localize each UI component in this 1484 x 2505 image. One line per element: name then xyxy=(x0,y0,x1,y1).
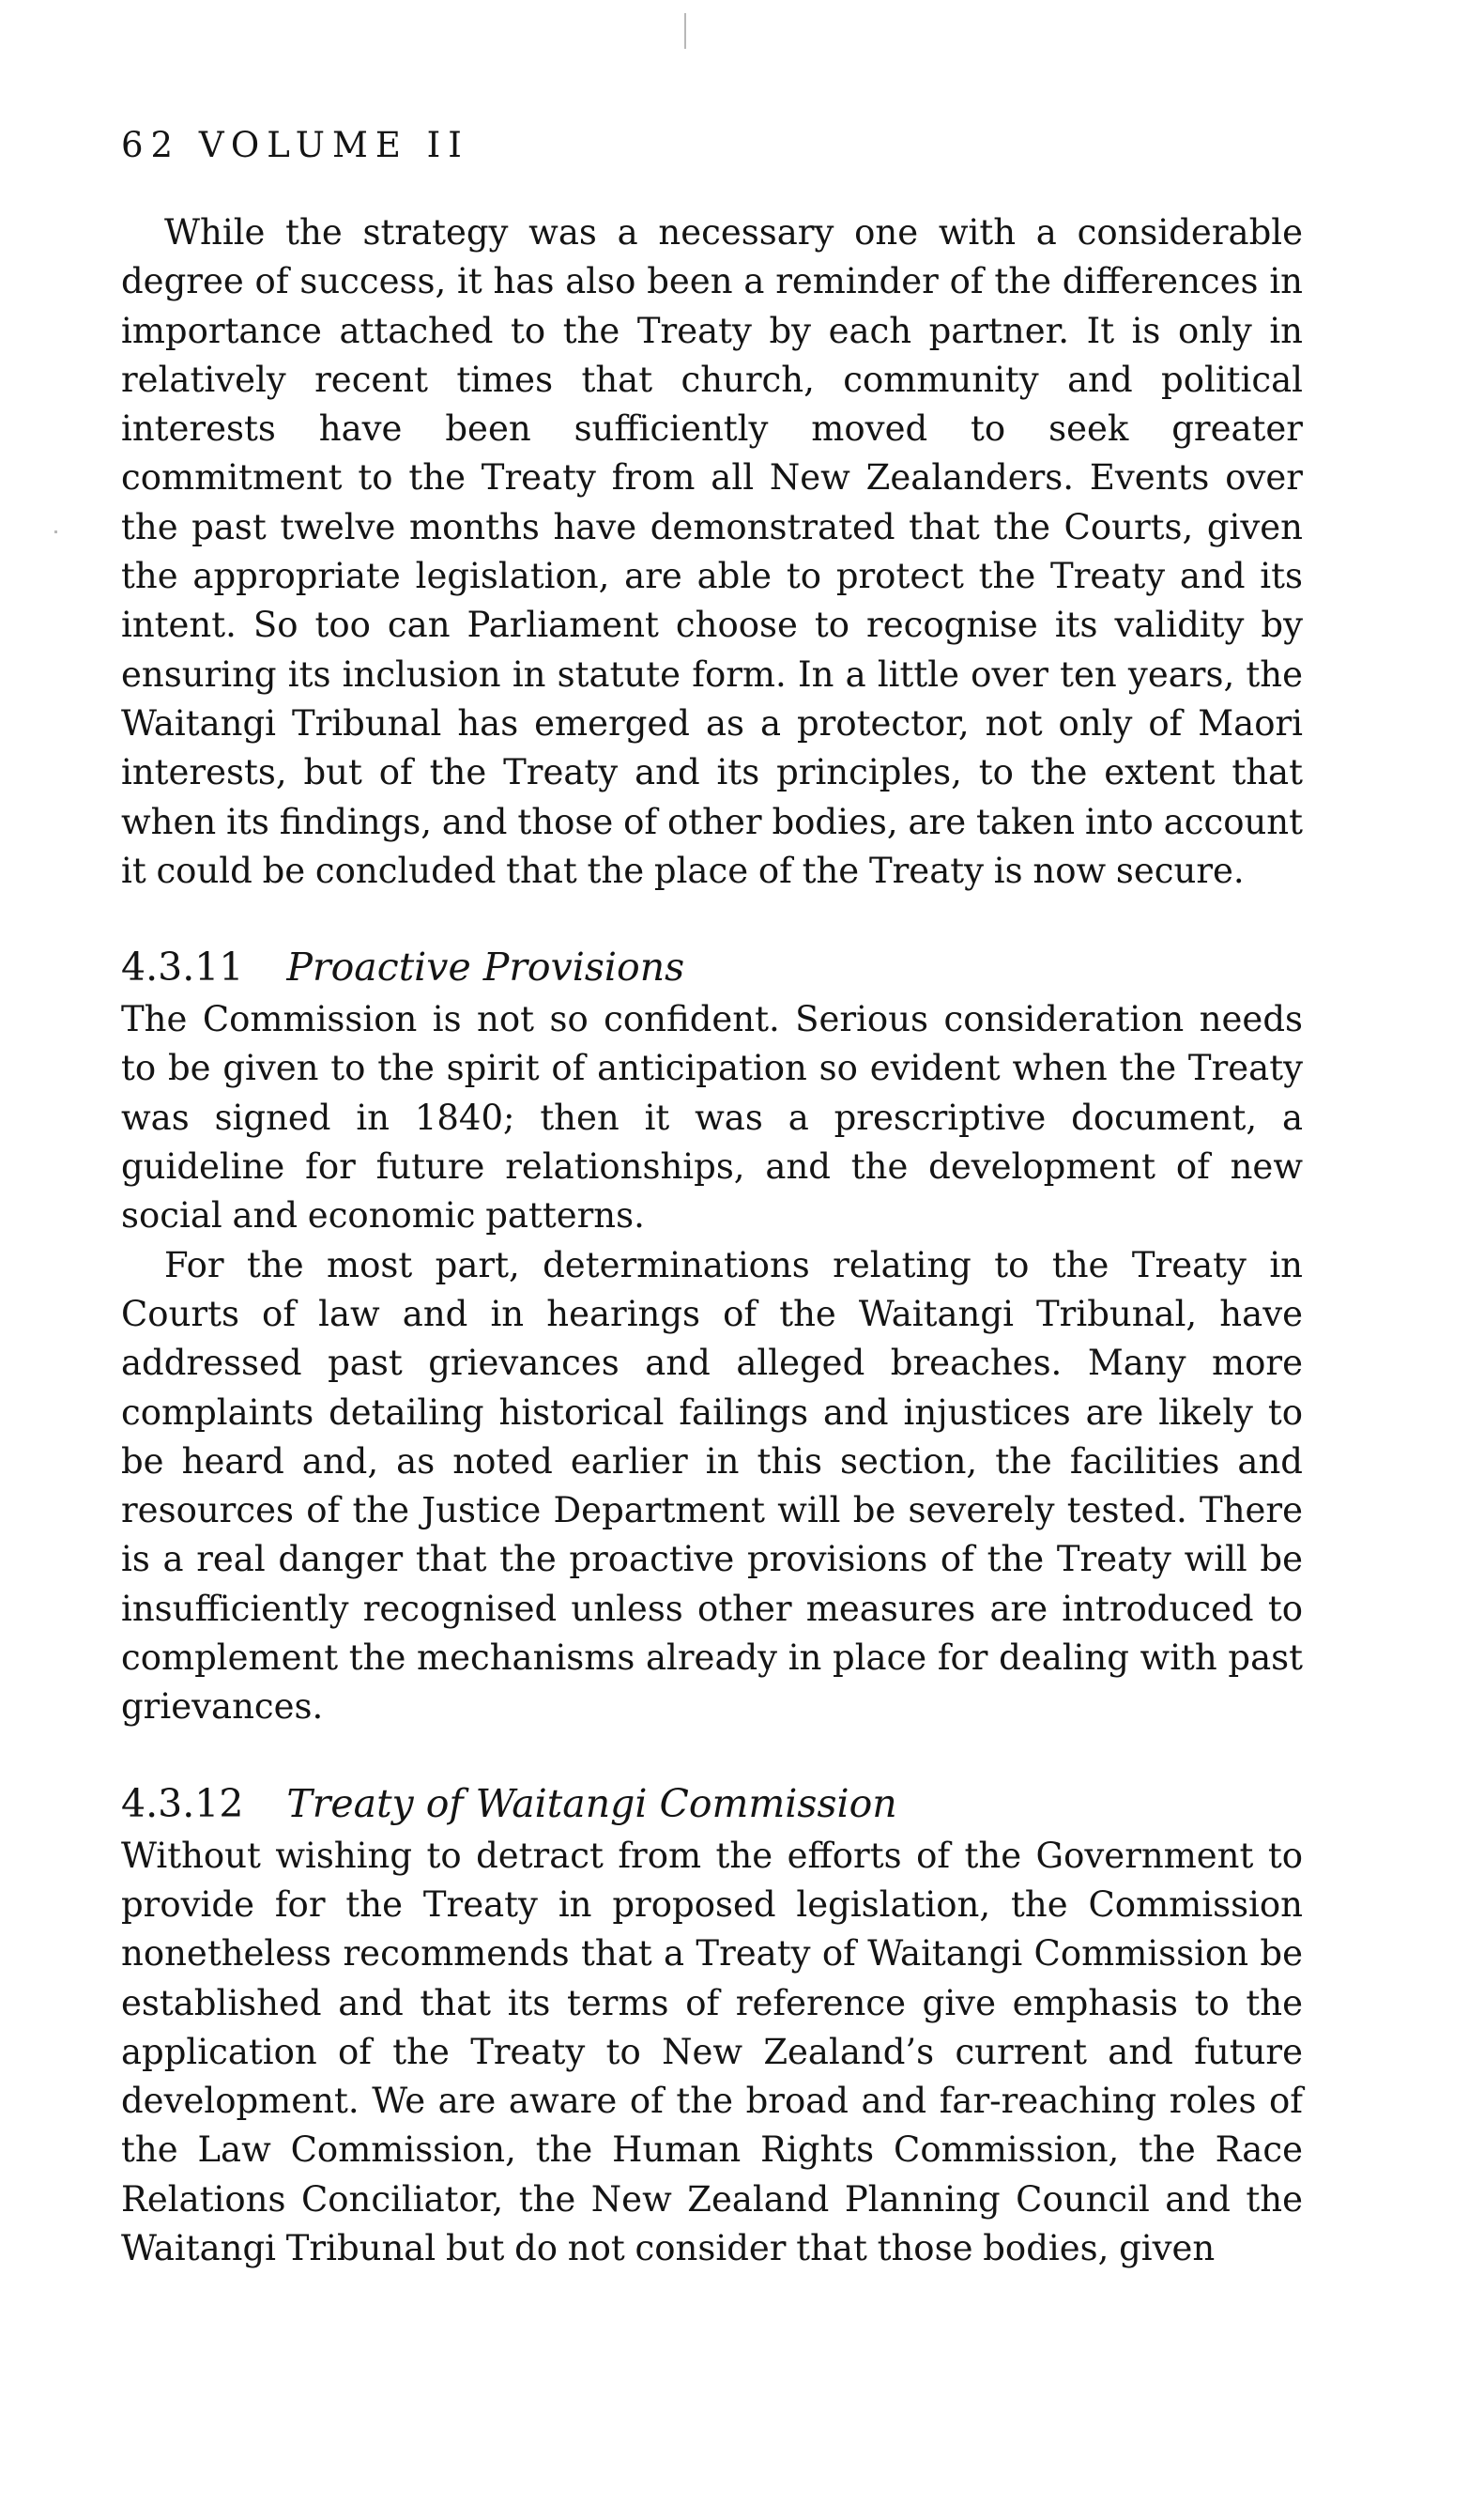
section-heading-4-3-11 xyxy=(121,941,1303,993)
section-number: 4.3.12 xyxy=(121,1780,244,1826)
section-number: 4.3.11 xyxy=(121,945,244,991)
section-title: Treaty of Waitangi Commission xyxy=(286,1780,897,1826)
document-page xyxy=(121,122,1303,2273)
section-paragraph: Without wishing to detract from the efforts of the Government to provide for the Treaty in proposed legislation, the Commission nonetheless recommends that a Treaty of Waitangi Commission be established and that its terms of reference give emphasis to the application of the Treaty to New Zealand’s current and future development. We are aware of the broad and far-reaching roles of the Law Commission, the Human Rights Commission, the Race Relations Conciliator, the New Zealand Planning Council and the Waitangi Tribunal but do not consider that those bodies, given xyxy=(121,1835,1303,2268)
paragraph-intro: While the strategy was a necessary one with a considerable degree of success, it has also been a reminder of the differences in importance attached to the Treaty by each partner. It is only in relatively recent times that church, community and political interests have been sufficiently moved to seek greater commitment to the Treaty from all New Zealanders. Events over the past twelve months have demonstrated that the Courts, given the appropriate legislation, are able to protect the Treaty and its intent. So too can Parliament choose to recognise its validity by ensuring its inclusion in statute form. In a little over ten years, the Waitangi Tribunal has emerged as a protector, not only of Maori interests, but of the Treaty and its principles, to the extent that when its findings, and those of other bodies, are taken into account it could be concluded that the place of the Treaty is now secure. xyxy=(121,212,1303,891)
section-paragraph: The Commission is not so confident. Serious consideration needs to be given to the spirit of anticipation so evident when the Treaty was signed in 1840; then it was a prescriptive document, a guideline for future relationships, and the development of new social and economic patterns. xyxy=(121,999,1303,1237)
scan-mark-top xyxy=(684,13,686,49)
section-heading-4-3-12 xyxy=(121,1777,1303,1830)
running-header xyxy=(121,122,1303,169)
page-number: 62 xyxy=(121,125,181,165)
section-title: Proactive Provisions xyxy=(286,945,685,991)
running-title: VOLUME II xyxy=(198,125,469,165)
scan-mark-left xyxy=(54,530,57,533)
section-paragraph: For the most part, determinations relating to the Treaty in Courts of law and in hearings of the Waitangi Tribunal, have addressed past grievances and alleged breaches. Many more complaints detailing historical failings and injustices are likely to be heard and, as noted earlier in this section, the facilities and resources of the Justice Department will be severely tested. There is a real danger that the proactive provisions of the Treaty will be insufficiently recognised unless other measures are introduced to complement the mechanisms already in place for dealing with past grievances. xyxy=(121,1244,1303,1728)
